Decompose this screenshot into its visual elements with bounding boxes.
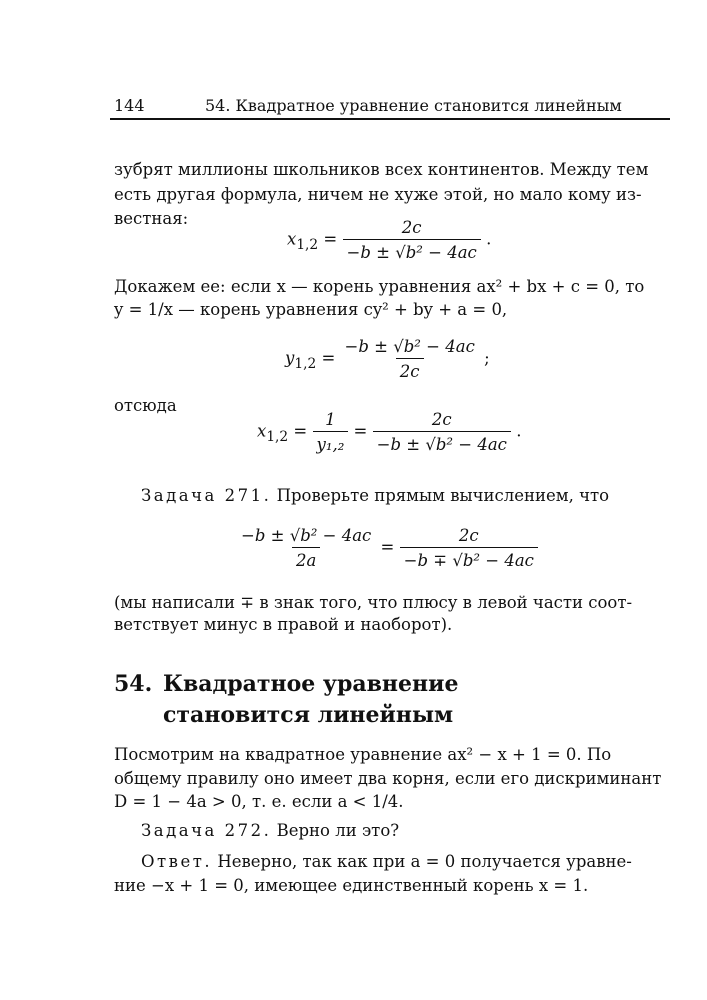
formula-4-numerator-1: −b ± √b² − 4ac	[241, 526, 372, 545]
formula-2-fraction	[341, 337, 479, 381]
formula-2-numerator: −b ± √b² − 4ac	[344, 337, 475, 356]
section-title-line-1: Квадратное уравнение	[163, 671, 459, 697]
answer-label: Ответ.	[141, 852, 213, 871]
task-271-label: Задача 271.	[141, 486, 272, 505]
proof-line-1: Докажем ее: если x — корень уравнения ax² + bx + c = 0, то	[114, 277, 645, 296]
task-272	[141, 821, 399, 840]
formula-3-denominator-1: y₁,₂	[313, 431, 349, 454]
formula-3-denominator-2: −b ± √b² − 4ac	[373, 431, 511, 454]
formula-3: $x_{1,2}$ = $\frac{1}{\text{y₁,₂}}$ = $\frac{2c}{\text{−b ± √b² − 4ac}}$ .	[257, 410, 522, 454]
intro-line-3: вестная:	[114, 209, 189, 228]
answer-line-2: ние −x + 1 = 0, имеющее единственный корень x = 1.	[114, 876, 589, 895]
formula-2-denominator: 2c	[396, 358, 424, 381]
intro-line-1: зубрят миллионы школьников всех континентов. Между тем	[114, 160, 649, 179]
formula-4: $\frac{\text{−b ± √b² − 4ac}}{2a}$ = $\frac{2c}{\text{−b ∓ √b² − 4ac}}$	[237, 526, 538, 570]
formula-2: $y_{1,2}$ = $\frac{\text{−b ± √b² − 4ac}}{2c}$ ;	[285, 337, 490, 381]
note-line-2: ветствует минус в правой и наоборот).	[114, 615, 453, 634]
hence-word: отсюда	[114, 396, 177, 415]
formula-3-fraction-2	[373, 410, 511, 454]
formula-3-numerator-1: 1	[325, 410, 336, 429]
formula-3-numerator-2: 2c	[431, 410, 452, 429]
task-271	[141, 486, 609, 505]
formula-4-numerator-2: 2c	[458, 526, 479, 545]
answer-text-1: Неверно, так как при a = 0 получается уравне-	[217, 852, 632, 871]
formula-3-fraction-1	[313, 410, 349, 454]
formula-1: $x_{1,2}$ = $\frac{2c}{\text{−b ± √b² − 4ac}}$ .	[287, 218, 492, 262]
section-title-line-2: становится линейным	[163, 702, 454, 728]
proof-line-2: y = 1/x — корень уравнения cy² + by + a = 0,	[114, 300, 508, 319]
formula-2-lhs-sub: 1,2	[294, 355, 317, 372]
formula-2-tail: ;	[484, 348, 490, 368]
formula-1-denominator: −b ± √b² − 4ac	[343, 239, 481, 262]
formula-1-fraction	[343, 218, 481, 262]
task-271-text: Проверьте прямым вычислением, что	[276, 486, 610, 505]
header-rule	[110, 118, 670, 120]
answer-line-1	[141, 852, 632, 871]
section-number: 54.	[114, 671, 153, 697]
formula-3-tail: .	[516, 421, 522, 441]
page-number: 144	[114, 96, 145, 115]
formula-1-lhs-sub: 1,2	[296, 236, 319, 253]
formula-1-numerator: 2c	[401, 218, 422, 237]
para-line-3: D = 1 − 4a > 0, т. е. если a < 1/4.	[114, 792, 404, 811]
formula-4-denominator-1: 2a	[292, 547, 320, 570]
para-line-2: общему правилу оно имеет два корня, если его дискриминант	[114, 769, 662, 788]
intro-line-2: есть другая формула, ничем не хуже этой, но мало кому из-	[114, 185, 642, 204]
formula-4-fraction-1	[237, 526, 375, 570]
task-272-text: Верно ли это?	[276, 821, 400, 840]
task-272-label: Задача 272.	[141, 821, 272, 840]
running-title: 54. Квадратное уравнение становится линейным	[205, 96, 622, 115]
formula-1-lhs: x	[287, 229, 297, 249]
formula-2-lhs: y	[285, 348, 295, 368]
para-line-1: Посмотрим на квадратное уравнение ax² − x + 1 = 0. По	[114, 745, 612, 764]
formula-4-denominator-2: −b ∓ √b² − 4ac	[400, 547, 538, 570]
formula-3-lhs: x	[257, 421, 267, 441]
formula-4-fraction-2	[400, 526, 538, 570]
formula-3-lhs-sub: 1,2	[266, 428, 289, 445]
formula-1-tail: .	[486, 229, 492, 249]
note-line-1: (мы написали ∓ в знак того, что плюсу в левой части соот-	[114, 593, 633, 612]
